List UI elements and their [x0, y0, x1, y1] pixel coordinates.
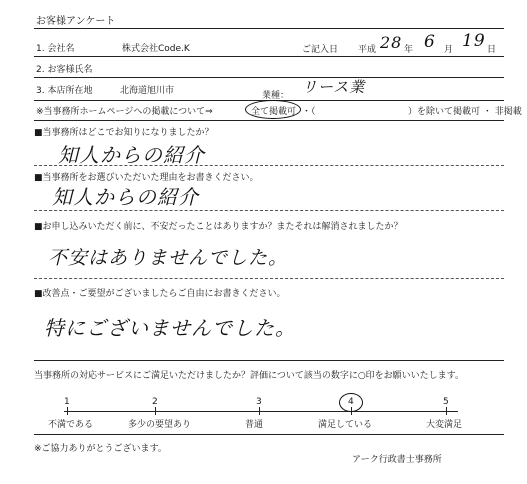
- consent-mid: ・（: [302, 107, 316, 117]
- address-value: 北海道旭川市: [120, 86, 175, 96]
- form-title: お客様アンケート: [36, 16, 116, 27]
- rating-bottom-line: [34, 434, 504, 435]
- era: 平成: [358, 45, 377, 55]
- title-underline: [34, 28, 504, 29]
- rating-label-4: 満足している: [318, 420, 373, 430]
- company-name: 株式会社Code.K: [122, 44, 190, 54]
- rating-tick-1: [67, 407, 68, 415]
- q3-label: ■お申し込みいただく前に、不安だったことはありますか？またそれは解消されましたか？: [34, 222, 403, 232]
- date-year: 28: [380, 33, 403, 52]
- rating-tick-2: [155, 407, 156, 415]
- rating-num-4[interactable]: 4: [348, 397, 354, 407]
- address-label: 3. 本店所在地: [36, 86, 93, 96]
- year-suffix: 年: [404, 45, 414, 55]
- q3-answer: 不安はありませんでした。: [48, 247, 289, 269]
- rating-selected-circle: [339, 393, 363, 412]
- q2-label: ■当事務所をお選びいただいた理由をお書きください。: [34, 173, 259, 183]
- rating-label-1: 不満である: [48, 420, 94, 430]
- office-name: アーク行政書士事務所: [352, 455, 442, 465]
- rating-scale-line: [64, 411, 458, 412]
- thanks-note: ※ご協力ありがとうございます。: [34, 444, 167, 454]
- date-day: 19: [462, 31, 486, 51]
- q2-line: [34, 210, 504, 211]
- rating-tick-5: [446, 407, 447, 415]
- rating-label-3: 普通: [245, 420, 264, 430]
- q4-label: ■改善点・ご要望がございましたらご自由にお書きください。: [34, 289, 286, 299]
- rating-num-5[interactable]: 5: [443, 397, 449, 407]
- consent-option-all[interactable]: 全て掲載可: [251, 107, 297, 117]
- customer-name-label: 2. お客様氏名: [36, 65, 93, 75]
- row1-line: [34, 56, 504, 57]
- q4-answer: 特にございませんでした。: [44, 316, 296, 340]
- q1-line: [34, 165, 504, 166]
- consent-line: [34, 120, 504, 121]
- rating-num-2[interactable]: 2: [152, 397, 158, 407]
- company-label: 1. 会社名: [36, 44, 75, 54]
- q4-line: [34, 360, 504, 361]
- consent-prefix: ※当事務所ホームページへの掲載について⇒: [36, 107, 213, 117]
- consent-tail: ）を除いて掲載可 ・ 非掲載: [408, 107, 522, 117]
- q1-label: ■当事務所はどこでお知りになりましたか？: [34, 128, 214, 138]
- date-label: ご記入日: [302, 45, 339, 55]
- date-month: 6: [424, 32, 436, 52]
- day-suffix: 日: [487, 45, 497, 55]
- consent-circle-mark: [245, 100, 301, 119]
- industry-value: リース業: [302, 78, 366, 96]
- rating-question: 当事務所の対応サービスにご満足いただけましたか？評価について該当の数字に○印をお願いいたします。: [34, 371, 464, 381]
- q1-answer: 知人からの紹介: [58, 143, 205, 167]
- q2-answer: 知人からの紹介: [52, 185, 199, 209]
- q3-line: [34, 278, 504, 279]
- rating-num-3[interactable]: 3: [256, 397, 262, 407]
- rating-label-5: 大変満足: [426, 420, 463, 430]
- row2-line: [34, 77, 504, 78]
- rating-num-1[interactable]: 1: [64, 397, 70, 407]
- month-suffix: 月: [444, 45, 454, 55]
- rating-label-2: 多少の要望あり: [128, 420, 192, 430]
- rating-tick-3: [259, 407, 260, 415]
- industry-label: 業種：: [262, 91, 290, 101]
